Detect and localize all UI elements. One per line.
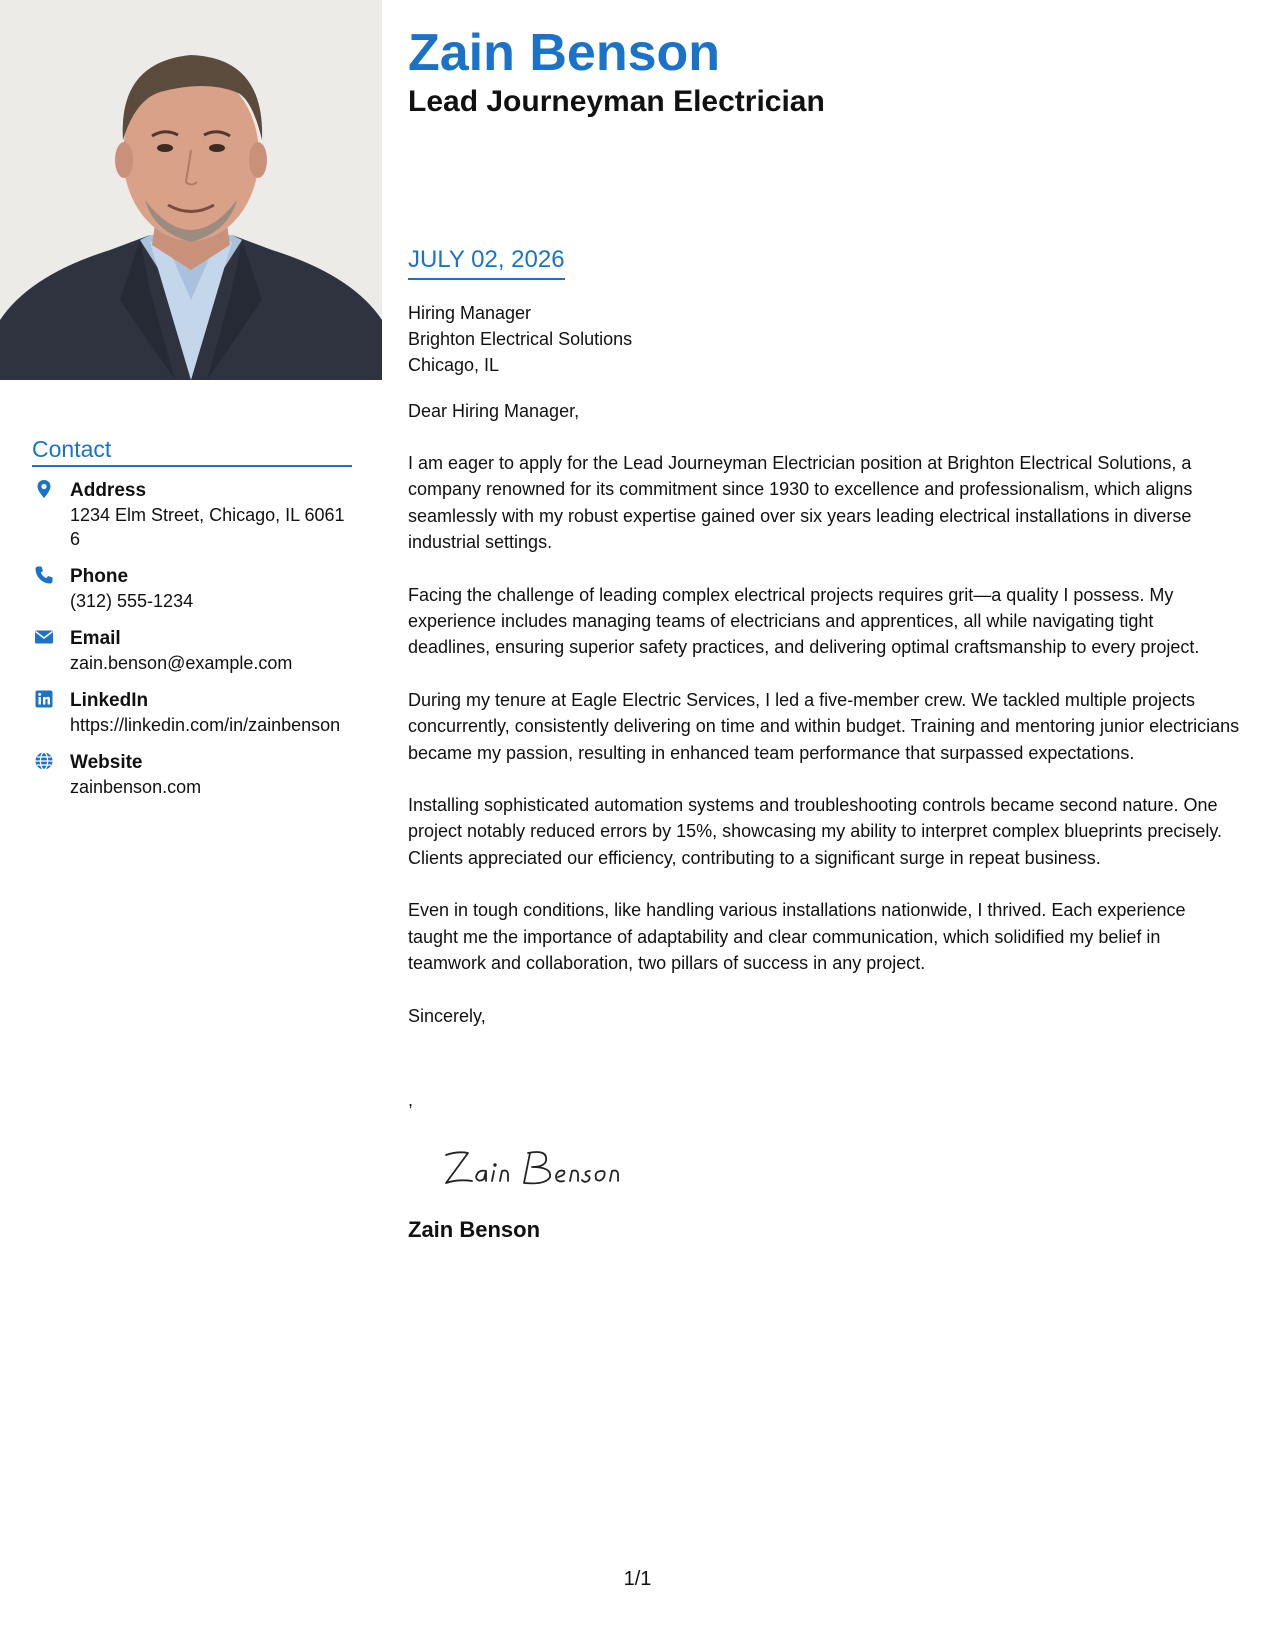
letter-paragraph: Facing the challenge of leading complex electrical projects requires grit—a quality I possess. My experience includes managing teams of electricians and apprentices, all while navigating tight deadlines, ensuring superior safety practices, and delivering optimal craftsmanship to every project. — [408, 584, 1200, 658]
recipient-line: Chicago, IL — [408, 355, 500, 375]
letter-paragraph: Installing sophisticated automation systems and troubleshooting controls became second nature. One project notably reduced errors by 15%, showcasing my ability to interpret complex blueprints precisely. Clients appreciated our efficiency, contributing to a significant surge in repeat business. — [408, 795, 1223, 868]
envelope-icon — [34, 627, 54, 647]
letter-date: JULY 02, 2026 — [408, 246, 565, 280]
contact-value: https://linkedin.com/in/zainbenson — [70, 715, 341, 735]
applicant-name: Zain Benson — [408, 24, 721, 82]
recipient-line: Brighton Electrical Solutions — [408, 329, 633, 349]
salutation: Dear Hiring Manager, — [408, 401, 580, 421]
contact-address — [32, 479, 352, 551]
phone-icon — [34, 565, 54, 585]
handwritten-signature — [438, 1141, 638, 1197]
comma-line: , — [408, 1089, 414, 1110]
contact-label: LinkedIn — [70, 690, 149, 711]
contact-value: zainbenson.com — [70, 777, 202, 797]
contact-phone — [32, 565, 352, 613]
closing: Sincerely, — [408, 1005, 486, 1026]
recipient-block — [408, 300, 1240, 378]
contact-heading: Contact — [32, 436, 352, 467]
profile-photo — [0, 0, 382, 380]
letter-paragraph: During my tenure at Eagle Electric Services, I led a five-member crew. We tackled multiple projects concurrently, consistently delivering on time and within budget. Training and mentoring junior electricians became my passion, resulting in enhanced team performance that surpassed expectations. — [408, 689, 1240, 763]
letter-body — [408, 246, 1240, 1245]
contact-value: zain.benson@example.com — [70, 653, 293, 673]
contact-website — [32, 751, 352, 799]
contact-value: 1234 Elm Street, Chicago, IL 60616 — [70, 505, 345, 549]
letter-paragraph: I am eager to apply for the Lead Journeyman Electrician position at Brighton Electrical Solutions, a company renowned for its commitment since 1930 to excellence and professionalism, which aligns seamlessly with my robust expertise gained over six years leading electrical installations in diverse industrial settings. — [408, 453, 1193, 553]
linkedin-icon — [34, 689, 54, 709]
contact-label: Address — [70, 480, 147, 501]
contact-sidebar — [32, 436, 352, 813]
letter-paragraph: Even in tough conditions, like handling various installations nationwide, I thrived. Each experience taught me the importance of adaptability and clear communication, which solidified my belief in teamwork and collaboration, two pillars of success in any project. — [408, 900, 1186, 974]
contact-value: (312) 555-1234 — [70, 591, 194, 611]
page-number: 1/1 — [623, 1568, 652, 1590]
contact-linkedin — [32, 689, 352, 737]
globe-icon — [34, 751, 54, 771]
job-title: Lead Journeyman Electrician — [408, 85, 825, 118]
contact-label: Website — [70, 752, 143, 773]
contact-label: Phone — [70, 566, 129, 587]
recipient-line: Hiring Manager — [408, 303, 532, 323]
map-pin-icon — [34, 479, 54, 499]
contact-email — [32, 627, 352, 675]
contact-label: Email — [70, 628, 121, 649]
signer-name: Zain Benson — [408, 1216, 541, 1242]
